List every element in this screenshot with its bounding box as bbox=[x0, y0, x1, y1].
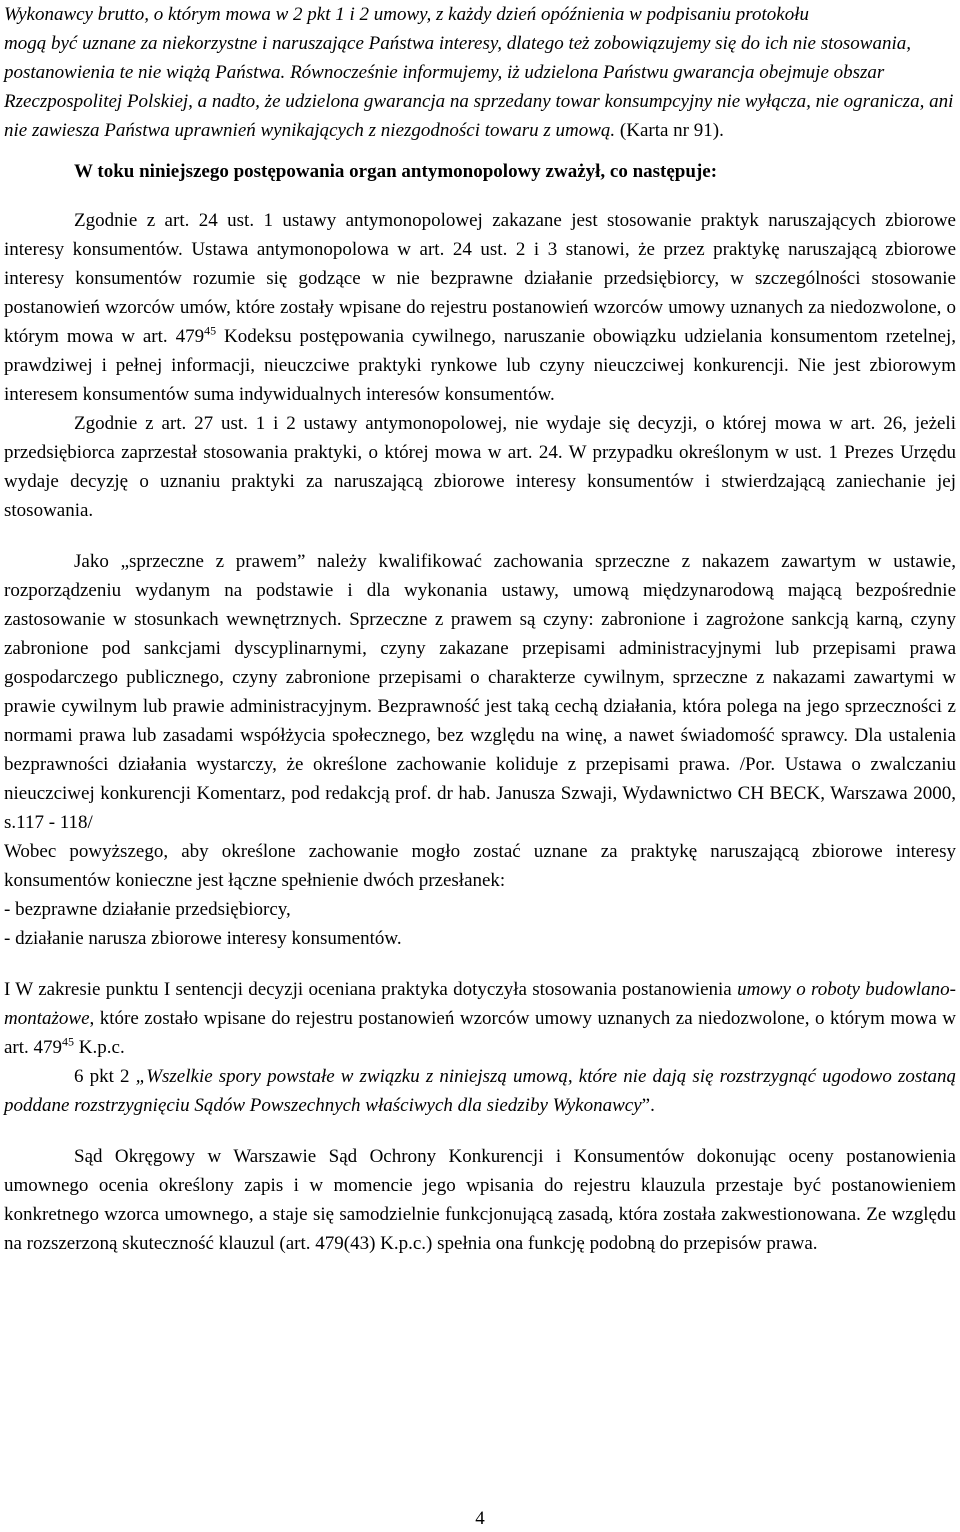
bullet-item-1: - bezprawne działanie przedsiębiorcy, bbox=[4, 899, 291, 920]
paragraph-clause bbox=[4, 1062, 956, 1120]
punkt-i-text-a: I W zakresie punktu I sentencji decyzji oceniana praktyka dotyczyła stosowania postanowienia bbox=[4, 979, 738, 1000]
paragraph-intro-1 bbox=[4, 0, 956, 145]
punkt-i-superscript: 45 bbox=[62, 1034, 75, 1049]
paragraph-sad-okregowy: Sąd Okręgowy w Warszawie Sąd Ochrony Konkurencji i Konsumentów dokonując oceny postanowienia umownego ocenia określony zapis i w momencie jego wpisania do rejestru klauzula przestaje być postanowieniem konkretnego wzorca umownego, a staje się samodzielnie funkcjonującą zasadą, która została zakwestionowana. Ze względu na rozszerzoną skuteczność klauzul (art. 479(43) K.p.c.) spełnia ona funkcję podobną do przepisów prawa. bbox=[4, 1146, 956, 1254]
art24-text-tail: Kodeksu postępowania cywilnego, naruszanie obowiązku udzielania konsumentom rzetelnej, prawdziwej i pełnej informacji, nieuczciwe praktyki rynkowe lub czyny nieuczciwej konkurencji. Nie jest zbiorowym interesem konsumentów suma indywidualnych interesów konsumentów. bbox=[4, 326, 956, 405]
section-heading: W toku niniejszego postępowania organ antymonopolowy zważył, co następuje: bbox=[74, 161, 718, 182]
paragraph-sprzeczne: Jako „sprzeczne z prawem” należy kwalifikować zachowania sprzeczne z nakazem zawartym w ustawie, rozporządzeniu wydanym na podstawie i dla wykonania ustawy, umową międzynarodową mającą bezpośrednie zastosowanie w stosunkach wewnętrznych. Sprzeczne z prawem są czyny: zabronione i zagrożone sankcją karną, czyny zabronione pod sankcjami dyscyplinarnymi, czyny zakazane przepisami administracyjnymi lub przepisami prawa gospodarczego publicznego, czyny zabronione przepisami o charakterze cywilnym, sprzeczne z nakazami zawartymi w prawie cywilnym lub prawie administracyjnym. Bezprawność jest taką cechą działania, która polega na jego sprzeczności z normami prawa lub zasadami współżycia społecznego, bez względu na winę, a nawet świadomość sprawcy. Dla ustalenia bezprawności działania wystarczy, że określone zachowanie koliduje z przepisami prawa. /Por. Ustawa o zwalczaniu nieuczciwej konkurencji Komentarz, pod redakcją prof. dr hab. Janusza Szwaji, Wydawnictwo CH BECK, Warszawa 2000, s.117 - 118/ bbox=[4, 551, 956, 833]
intro-citation: (Karta nr 91). bbox=[615, 120, 724, 141]
document-page bbox=[4, 0, 956, 1258]
paragraph-art24 bbox=[4, 206, 956, 409]
punkt-i-text-c: , które zostało wpisane do rejestru postanowień wzorców umowy uznanych za niedozwolone, o którym mowa w art. 479 bbox=[4, 1008, 956, 1058]
page-number: 4 bbox=[475, 1508, 485, 1529]
clause-end: ”. bbox=[641, 1095, 655, 1116]
punkt-i-text-d: K.p.c. bbox=[74, 1037, 125, 1058]
punkt-i-umowy: umowy o roboty budowlano-montażowe bbox=[4, 979, 957, 1029]
paragraph-punkt-i bbox=[4, 975, 956, 1062]
intro-line-1: Wykonawcy brutto, o którym mowa w 2 pkt 1 i 2 umowy, z każdy dzień opóźnienia w podpisaniu protokołu bbox=[4, 4, 809, 25]
art24-text: Zgodnie z art. 24 ust. 1 ustawy antymonopolowej zakazane jest stosowanie praktyk naruszających zbiorowe interesy konsumentów. Ustawa antymonopolowa w art. 24 ust. 2 i 3 stanowi, że przez praktykę naruszającą zbiorowe interesy konsumentów rozumie się godzące w nie bezprawne działanie przedsiębiorcy, w szczególności stosowanie postanowień wzorców umów, które zostały wpisane do rejestru postanowień wzorców umowy uznanych za niedozwolone, o którym mowa w art. 479 bbox=[4, 210, 956, 347]
art24-superscript: 45 bbox=[204, 323, 217, 338]
intro-line-3: Równocześnie informujemy, iż udzielona Państwu gwarancja obejmuje obszar Rzeczpospolitej Polskiej, a nadto, że udzielona gwarancja na sprzedany towar konsumpcyjny nie wyłącza, nie ogranicza, ani nie zawiesza Państwa uprawnień wynikających z niezgodności towaru z umową. bbox=[4, 62, 954, 141]
intro-line-2: mogą być uznane za niekorzystne i naruszające Państwa interesy, dlatego też zobowiązujemy się do ich nie stosowania, postanowienia te nie wiążą Państwa. bbox=[4, 33, 911, 83]
bullet-item-2: - działanie narusza zbiorowe interesy konsumentów. bbox=[4, 928, 402, 949]
paragraph-art27: Zgodnie z art. 27 ust. 1 i 2 ustawy antymonopolowej, nie wydaje się decyzji, o której mowa w art. 26, jeżeli przedsiębiorca zaprzestał stosowania praktyki, o której mowa w art. 24. W przypadku określonym w ust. 1 Prezes Urzędu wydaje decyzję o uznaniu praktyki za naruszającą zbiorowe interesy konsumentów i stwierdzającą zaniechanie jej stosowania. bbox=[4, 413, 956, 521]
clause-ref: 6 pkt 2 bbox=[74, 1066, 136, 1087]
paragraph-wobec: Wobec powyższego, aby określone zachowanie mogło zostać uznane za praktykę naruszającą zbiorowe interesy konsumentów konieczne jest łączne spełnienie dwóch przesłanek: bbox=[4, 841, 956, 891]
clause-quote: „Wszelkie spory powstałe w związku z niniejszą umową, które nie dają się rozstrzygnąć ugodowo zostaną poddane rozstrzygnięciu Sądów Powszechnych właściwych dla siedziby Wykonawcy bbox=[4, 1066, 957, 1116]
